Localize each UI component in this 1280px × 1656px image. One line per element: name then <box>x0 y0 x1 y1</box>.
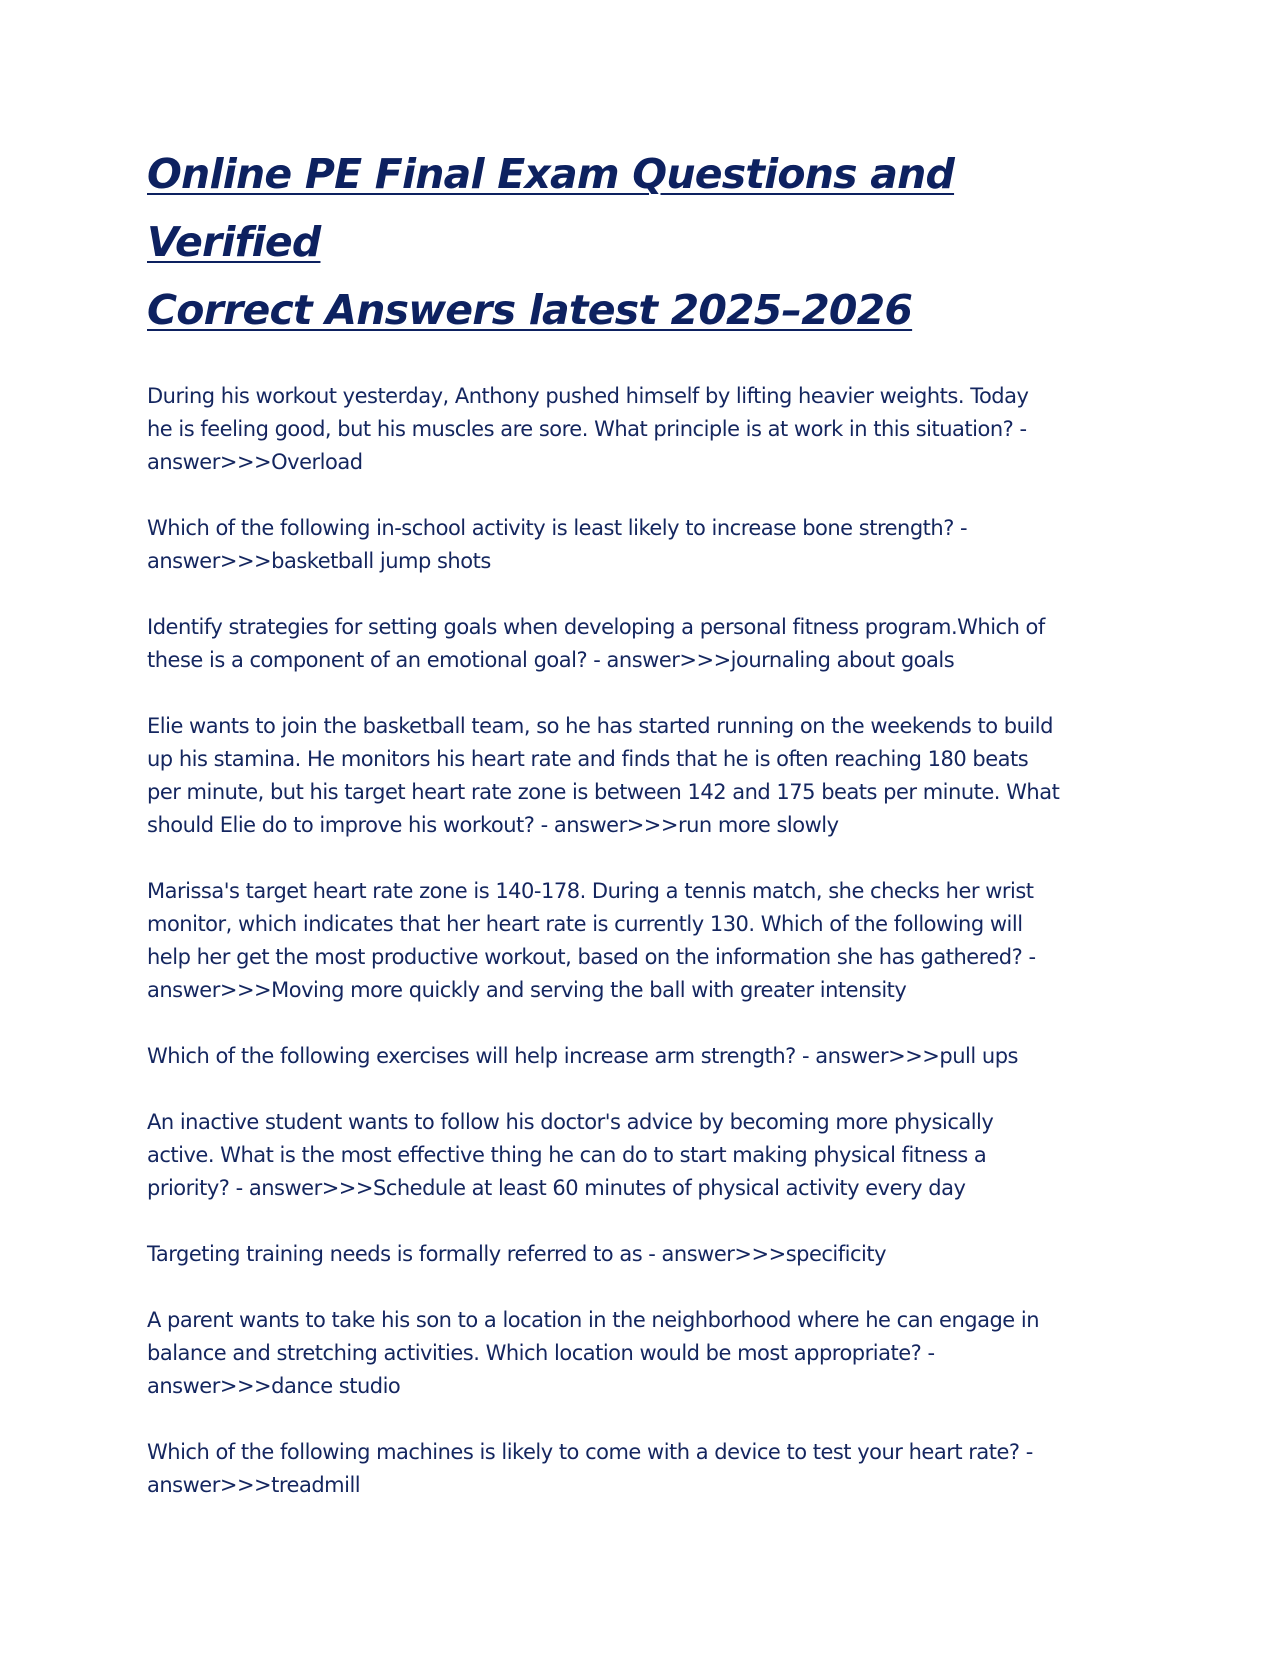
page-title <box>147 140 1087 344</box>
qa-item-2: Which of the following in-school activity is least likely to increase bone strength? - answer>>>basketball jump shots <box>147 516 968 573</box>
qa-item-7: An inactive student wants to follow his doctor's advice by becoming more physically active. What is the most effective thing he can do to start making physical fitness a priority? - answer>>>Schedule at least 60 minutes of physical activity every day <box>147 1110 994 1200</box>
qa-item-1: During his workout yesterday, Anthony pushed himself by lifting heavier weights. Today he is feeling good, but his muscles are sore. What principle is at work in this situation? - answer>>>Overload <box>147 384 1029 474</box>
document-content <box>147 140 1087 1535</box>
title-line-1: Online PE Final Exam Questions and Verified <box>147 150 955 266</box>
qa-item-3: Identify strategies for setting goals when developing a personal fitness program.Which of these is a component of an emotional goal? - answer>>>journaling about goals <box>147 615 1045 672</box>
qa-item-6: Which of the following exercises will help increase arm strength? - answer>>>pull ups <box>147 1044 1018 1068</box>
qa-item-10: Which of the following machines is likely to come with a device to test your heart rate? - answer>>>treadmill <box>147 1440 1033 1497</box>
qa-item-4: Elie wants to join the basketball team, so he has started running on the weekends to build up his stamina. He monitors his heart rate and finds that he is often reaching 180 beats per minute, but his target heart rate zone is between 142 and 175 beats per minute. What should Elie do to improve his workout? - answer>>>run more slowly <box>147 714 1060 837</box>
title-line-2: Correct Answers latest 2025–2026 <box>147 286 913 334</box>
question-answer-list <box>147 380 1087 1502</box>
qa-item-9: A parent wants to take his son to a location in the neighborhood where he can engage in balance and stretching activities. Which location would be most appropriate? - answer>>>dance studio <box>147 1308 1040 1398</box>
qa-item-8: Targeting training needs is formally referred to as - answer>>>specificity <box>147 1242 887 1266</box>
qa-item-5: Marissa's target heart rate zone is 140-178. During a tennis match, she checks her wrist monitor, which indicates that her heart rate is currently 130. Which of the following will help her get the most productive workout, based on the information she has gathered? - answer>>>Moving more quickly and serving the ball with greater intensity <box>147 879 1036 1002</box>
